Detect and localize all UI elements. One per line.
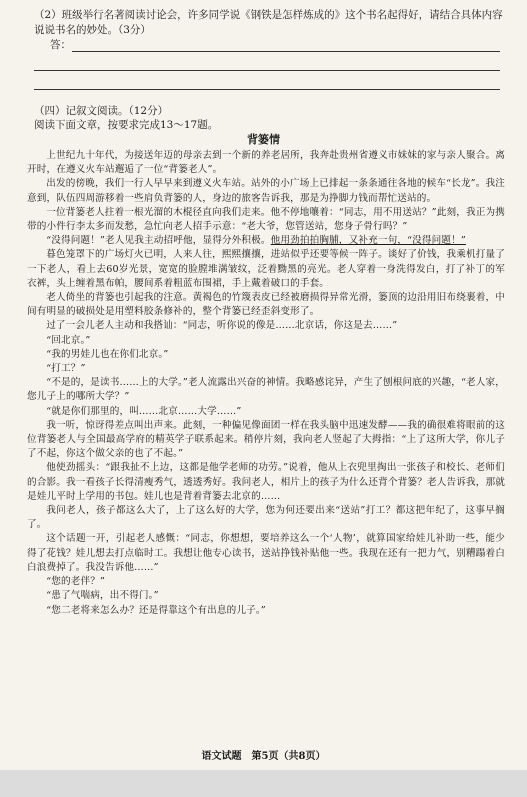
answer-line-1	[72, 51, 500, 52]
article-paragraph: 我一听，惊讶得差点叫出声来。此刻，一种偏见像面团一样在我头脑中迅速发酵——我的确很难将眼前的这位背篓老人与全国最高学府的精英学子联系起来。稍停片刻，我向老人竖起了大拇指：“上了这所大学，你儿子了不起，你这个做父亲的也了不起。”	[27, 419, 505, 460]
article-body	[27, 149, 505, 618]
section-heading: （四）记叙文阅读。（12分）	[34, 105, 169, 117]
article-paragraph: “打工？”	[46, 363, 86, 375]
article-paragraph: “我的男娃儿也在你们北京。”	[46, 348, 169, 360]
article-title: 背篓情	[247, 133, 280, 146]
article-paragraph: 这个话题一开，引起老人感慨：“同志，你想想，要培养这么一个‘人物’，就算国家给娃儿补助一些，能少得了花钱？娃儿想去打点临时工。我想让他专心读书，送站挣钱补贴他一些。我现在还有一把力气，别糟蹋着白白浪费掉了。我没告诉他……”	[27, 533, 505, 573]
answer-line-3	[34, 89, 500, 90]
question-2-text: （2）班级举行名著阅读讨论会，许多同学说《钢铁是怎样炼成的》这个书名起得好，请结合具体内容说说书名的妙处。（3分）	[34, 9, 503, 36]
question-2	[34, 8, 504, 51]
article-paragraph: “您的老伴？”	[46, 576, 106, 588]
page-footer: 语文试题 第5页（共8页）	[201, 751, 326, 762]
article-paragraph: “患了气喘病，出不得门。”	[46, 590, 159, 602]
underlined-sentence: 他用劲拍拍胸脯，又补充一句，“没得问题！”	[270, 235, 466, 247]
article-paragraph: 上世纪九十年代，为接送年迈的母亲去到一个新的养老居所，我奔赴贵州省遵义市妹妹的家与亲人聚合。离开时，在遵义火车站邂逅了一位“背篓老人”。	[27, 150, 505, 176]
bottom-margin	[0, 770, 527, 797]
article-paragraph: 他使劲摇头：“跟我扯不上边，这都是他学老师的功劳。”说着，他从上衣兜里掏出一张孩子和校长、老师们的合影。我一看孩子长得清瘦秀气，透透秀好。我问老人，相片上的孩子为什么还背个背篓？老人告诉我，那就是娃儿平时上学用的书包。娃儿也是背着背篓去北京的……	[27, 462, 505, 502]
section-instruction: 阅读下面文章，按要求完成13～17题。	[34, 119, 219, 131]
article-paragraph: 老人倚坐的背篓也引起我的注意。黄褐色的竹篾表皮已经被磨损得异常光滑，篓顶的边沿用旧布绕裹着，中间有明显的破损处是用塑料胶条修补的，整个背篓已经歪斜变形了。	[27, 292, 505, 318]
article-paragraph: 我问老人，孩子都这么大了，上了这么好的大学，您为何还要出来“送站”打工？都这把年纪了，这事早搁了。	[27, 505, 505, 531]
article-paragraph: 暮色笼罩下的广场灯火已明，人来人往，熙熙攘攘，进站似乎还要等候一阵子。谈好了价钱，我乘机打量了一下老人，看上去60岁光景，宽宽的脸膛堆满皱纹，泛着黝黑的亮光。老人穿着一身洗得发白，打了补丁的军衣裤，头上缠着黑布帕，腰间系着粗蓝布围裙，手上戴着破口的手套。	[27, 249, 505, 289]
article-paragraph	[27, 234, 505, 248]
article-paragraph: “回北京。”	[46, 334, 91, 346]
answer-label: 答：	[50, 39, 71, 51]
article-paragraph: 过了一会儿老人主动和我搭讪：“同志，听你说的像是……北京话，你这是去……”	[46, 320, 398, 332]
article-paragraph: “不是的，是读书……上的大学。”老人流露出兴奋的神情。我略感诧异，产生了刨根问底的兴趣，“老人家，您儿子上的哪所大学？”	[27, 377, 505, 403]
article-paragraph: 出发的傍晚，我们一行人早早来到遵义火车站。站外的小广场上已排起一条条通往各地的候车“长龙”。我注意到，队伍四周游移着一些肩负背篓的人，身边的旅客告诉我，那是为挣脚力钱而帮忙送站的。	[27, 178, 505, 204]
answer-line-2	[34, 70, 500, 71]
article-paragraph: “就是你们那里的，叫……北京……大学……”	[46, 405, 242, 417]
article-paragraph: 一位背篓老人拄着一根光溜的木棍径直向我们走来。他不停地嚷着：“同志，用不用送站？”此刻，我正为携带的小件行李太多而发愁，急忙向老人招手示意：“老大爷，您管送站，您身子骨行吗？”	[27, 206, 505, 233]
paragraph-text: “没得问题！”老人见我主动招呼他，显得分外积极。	[46, 235, 271, 247]
article-paragraph: “您二老将来怎么办？还是得靠这个有出息的儿子。”	[46, 604, 266, 616]
